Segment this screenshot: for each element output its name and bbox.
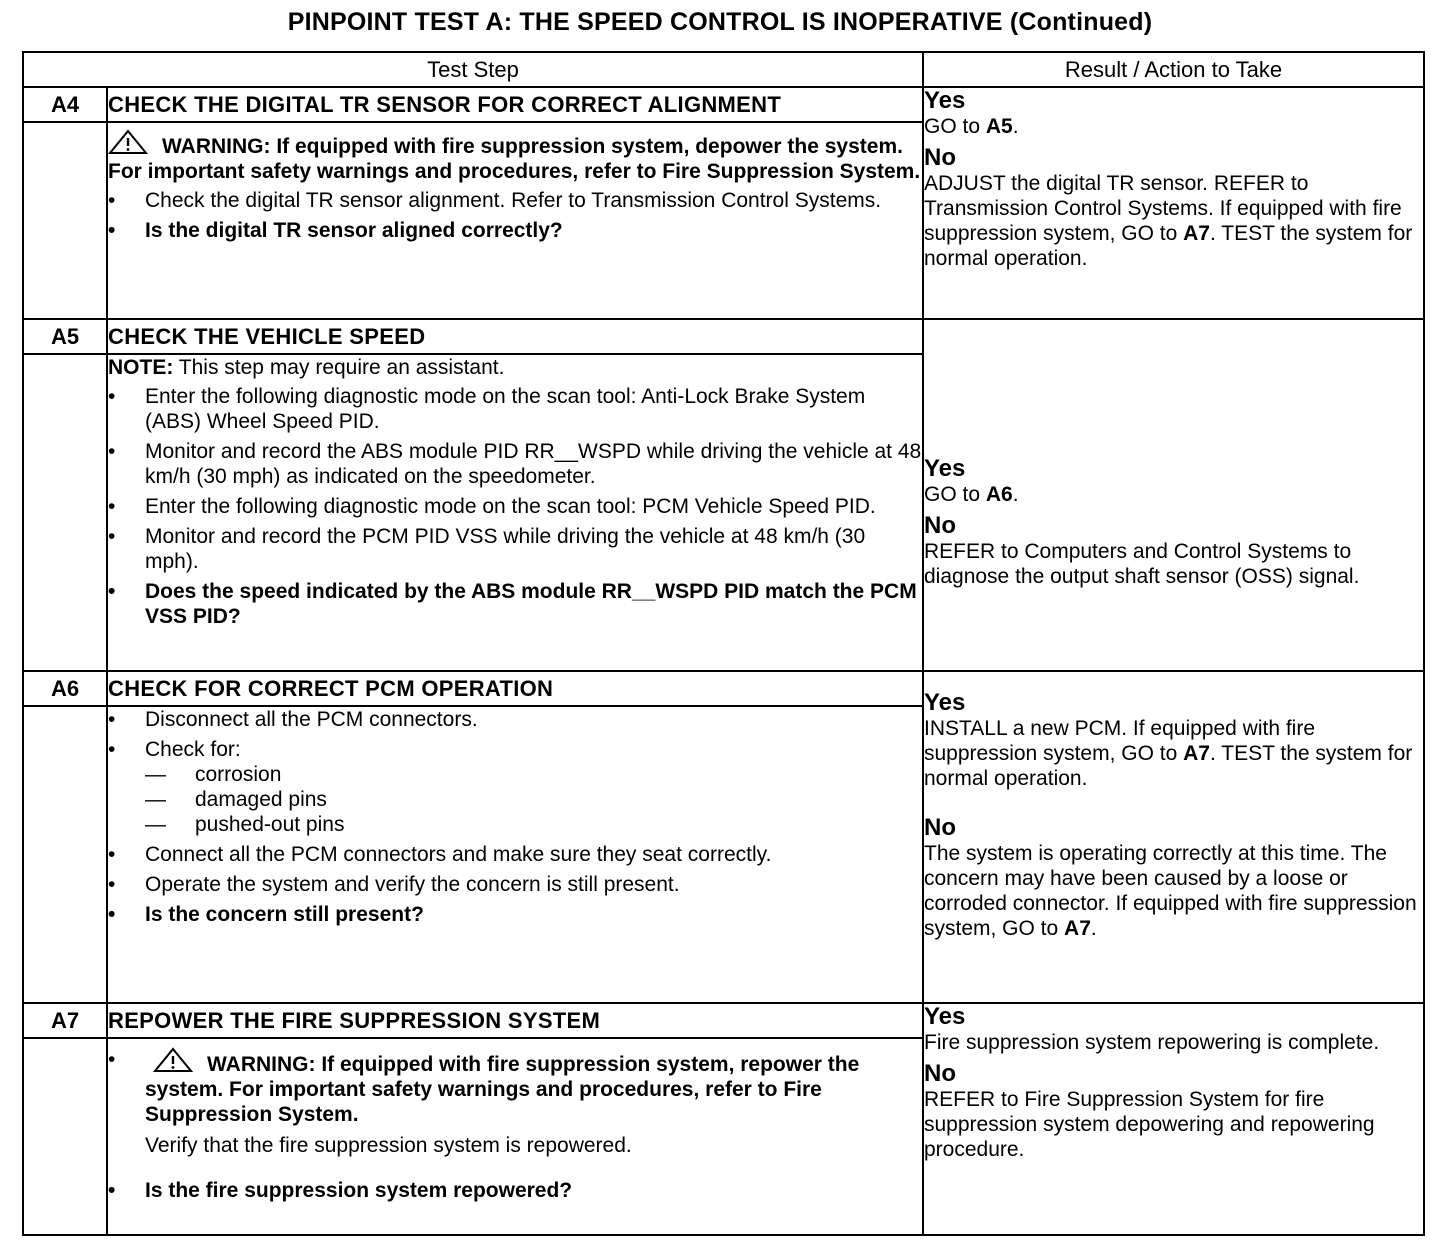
- step-question: • Is the digital TR sensor aligned correctly?: [108, 218, 922, 243]
- list-item: • Monitor and record the PCM PID VSS while driving the vehicle at 48 km/h (30 mph).: [108, 524, 922, 574]
- yes-action: GO to A6.: [924, 482, 1019, 506]
- step-id: A7: [23, 1003, 107, 1038]
- step-a7-body: [107, 1038, 923, 1235]
- step-a6-title-row: [23, 671, 1424, 706]
- sublist-item: — corrosion: [145, 762, 922, 787]
- warning-text: WARNING: If equipped with fire suppression system, depower the system. For important safety warnings and procedures, refer to Fire Suppression System.: [108, 129, 922, 184]
- step-question: • Is the concern still present?: [108, 902, 922, 927]
- yes-label: Yes: [924, 689, 966, 716]
- list-item: • Operate the system and verify the concern is still present.: [108, 872, 922, 897]
- page-title: PINPOINT TEST A: THE SPEED CONTROL IS INOPERATIVE (Continued): [287, 8, 1153, 36]
- step-a7-result: [923, 1003, 1424, 1235]
- step-question: • Is the fire suppression system repowered?: [108, 1178, 922, 1203]
- yes-action: GO to A5.: [924, 115, 1019, 138]
- yes-label: Yes: [924, 454, 966, 482]
- no-label: No: [924, 511, 956, 539]
- step-a5-title-row: [23, 319, 1424, 354]
- no-action: REFER to Fire Suppression System for fire suppression system depowering and repowering procedure.: [924, 1088, 1375, 1161]
- list-item: • Connect all the PCM connectors and make sure they seat correctly.: [108, 842, 922, 867]
- list-item: • Check for: — corrosion — damaged pins — pushed-out pins: [108, 737, 922, 837]
- step-a4-result: [923, 87, 1424, 319]
- step-a7-title-row: [23, 1003, 1424, 1038]
- step-title: CHECK THE VEHICLE SPEED: [107, 319, 923, 354]
- no-action: The system is operating correctly at this time. The concern may have been caused by a loose or corroded connector. If equipped with fire suppression system, GO to A7.: [924, 842, 1417, 940]
- step-a6-result: [923, 671, 1424, 1003]
- no-action: ADJUST the digital TR sensor. REFER to Transmission Control Systems. If equipped with fire suppression system, GO to A7. TEST the system for normal operation.: [924, 172, 1413, 270]
- sublist-item: — damaged pins: [145, 787, 922, 812]
- list-item: • Enter the following diagnostic mode on the scan tool: Anti-Lock Brake System (ABS) Wheel Speed PID.: [108, 384, 922, 434]
- list-item: [108, 1047, 922, 1158]
- step-a5-list: [108, 384, 922, 629]
- step-id: A4: [23, 87, 107, 122]
- step-question: • Does the speed indicated by the ABS module RR__WSPD PID match the PCM VSS PID?: [108, 579, 922, 629]
- step-a4-list: [108, 188, 922, 243]
- yes-label: Yes: [924, 87, 966, 114]
- verify-text: Verify that the fire suppression system is repowered.: [145, 1134, 632, 1157]
- step-a5-body: [107, 354, 923, 671]
- list-item: • Monitor and record the ABS module PID RR__WSPD while driving the vehicle at 48 km/h (30 mph) as indicated on the speedometer.: [108, 439, 922, 489]
- sublist-item: — pushed-out pins: [145, 812, 922, 837]
- step-a5-result: [923, 319, 1424, 671]
- yes-action: Fire suppression system repowering is complete.: [924, 1031, 1380, 1054]
- pinpoint-test-table: [22, 51, 1425, 1236]
- step-a4-title-row: [23, 87, 1424, 122]
- warning-triangle-icon: [153, 1047, 193, 1073]
- step-a4-body: [107, 122, 923, 319]
- header-test-step: Test Step: [23, 52, 923, 87]
- warning-text: • WARNING: If equipped with fire suppression system, repower the system. For important safety warnings and procedures, refer to Fire Suppression System.: [145, 1047, 922, 1127]
- yes-action: INSTALL a new PCM. If equipped with fire suppression system, GO to A7. TEST the system for normal operation.: [924, 717, 1413, 790]
- step-title: CHECK THE DIGITAL TR SENSOR FOR CORRECT ALIGNMENT: [107, 87, 923, 122]
- no-label: No: [924, 814, 956, 841]
- step-a6-list: [108, 707, 922, 927]
- step-a6-body: [107, 706, 923, 1003]
- warning-triangle-icon: [108, 129, 148, 155]
- list-item: • Enter the following diagnostic mode on the scan tool: PCM Vehicle Speed PID.: [108, 494, 922, 519]
- list-item: • Check the digital TR sensor alignment. Refer to Transmission Control Systems.: [108, 188, 922, 213]
- no-action: REFER to Computers and Control Systems to diagnose the output shaft sensor (OSS) signal.: [924, 539, 1360, 588]
- check-sublist: [145, 762, 922, 837]
- step-a7-list: [108, 1047, 922, 1203]
- yes-label: Yes: [924, 1003, 966, 1030]
- step-title: CHECK FOR CORRECT PCM OPERATION: [107, 671, 923, 706]
- step-id: A6: [23, 671, 107, 706]
- table-header-row: [23, 52, 1424, 87]
- header-result: Result / Action to Take: [923, 52, 1424, 87]
- no-label: No: [924, 1060, 956, 1087]
- step-title: REPOWER THE FIRE SUPPRESSION SYSTEM: [107, 1003, 923, 1038]
- no-label: No: [924, 144, 956, 171]
- step-id: A5: [23, 319, 107, 354]
- note-text: NOTE: This step may require an assistant.: [108, 356, 505, 379]
- list-item: • Disconnect all the PCM connectors.: [108, 707, 922, 732]
